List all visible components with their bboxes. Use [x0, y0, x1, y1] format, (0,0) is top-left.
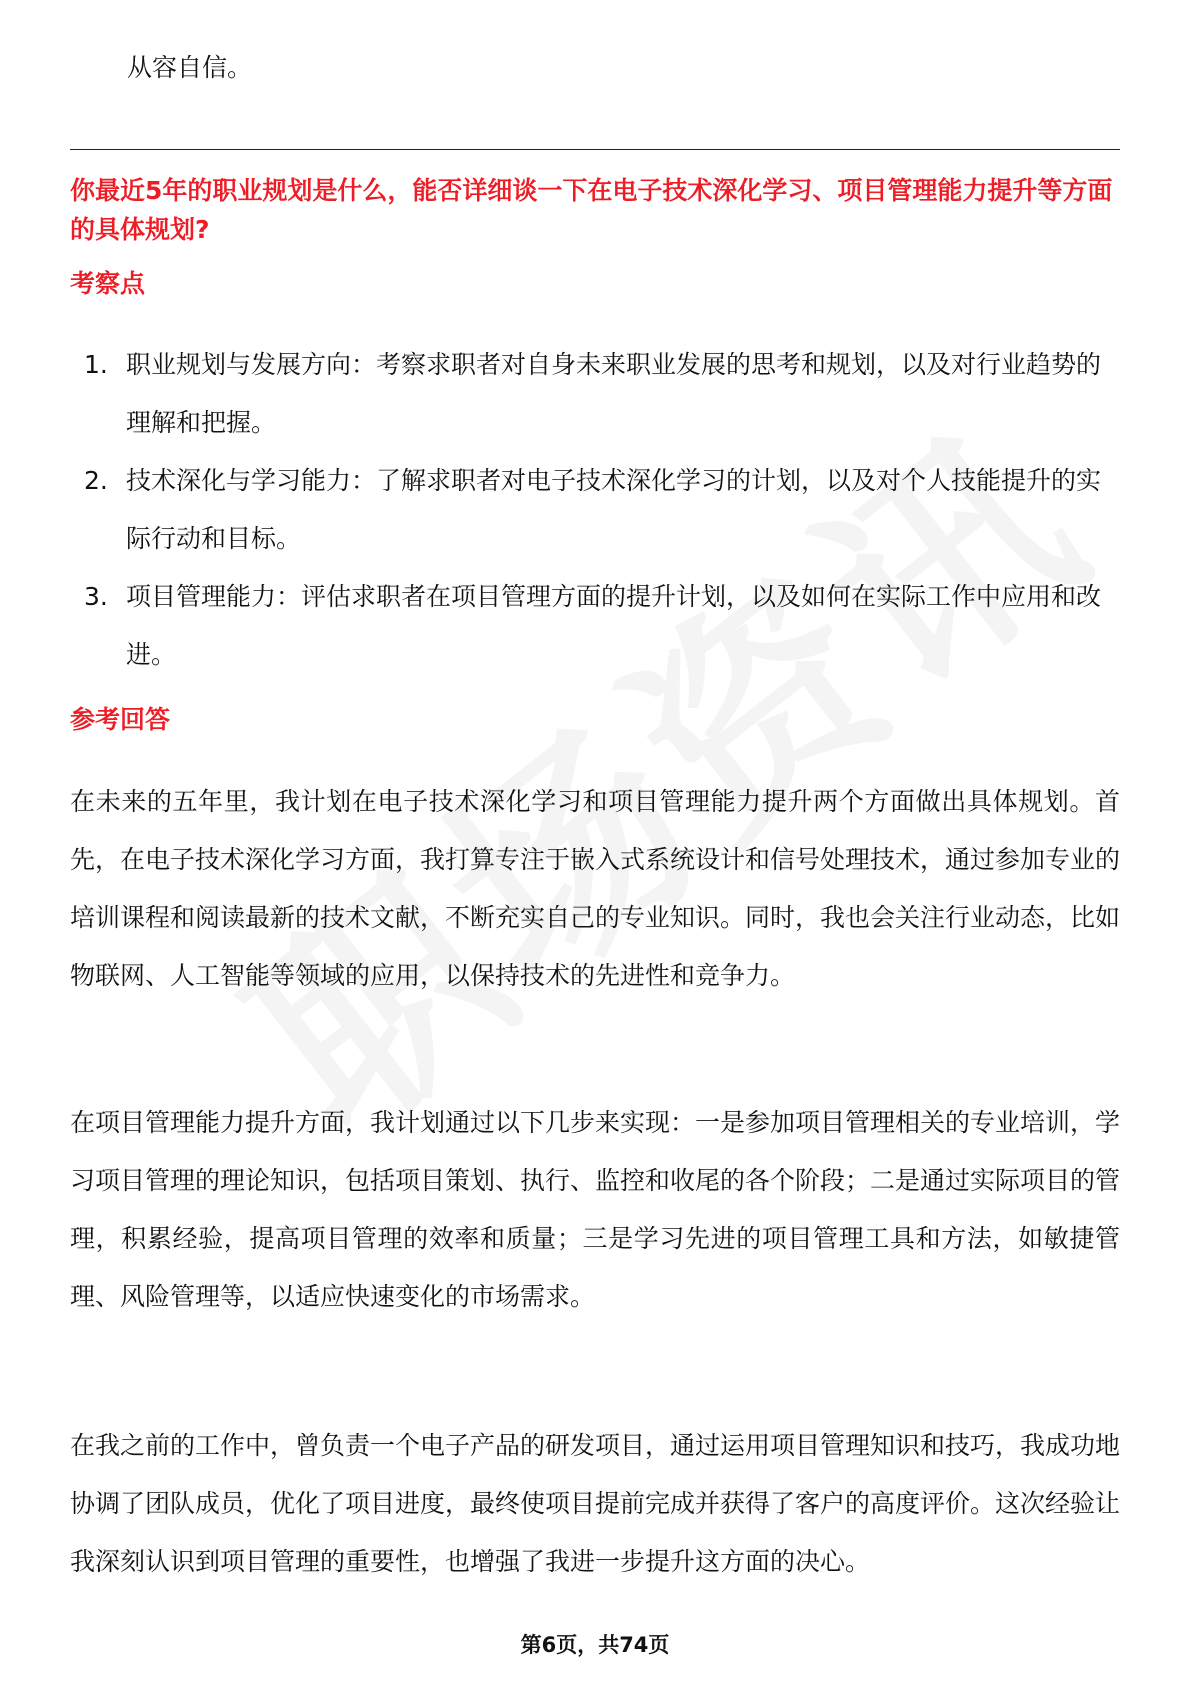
- list-number: 1.: [84, 350, 108, 379]
- examination-point-item: [70, 452, 1120, 568]
- examination-point-text: 技术深化与学习能力：了解求职者对电子技术深化学习的计划，以及对个人技能提升的实际行动和目标。: [126, 466, 1102, 553]
- answer-paragraph: 在未来的五年里，我计划在电子技术深化学习和项目管理能力提升两个方面做出具体规划。首先，在电子技术深化学习方面，我打算专注于嵌入式系统设计和信号处理技术，通过参加专业的培训课程和阅读最新的技术文献，不断充实自己的专业知识。同时，我也会关注行业动态，比如物联网、人工智能等领域的应用，以保持技术的先进性和竞争力。: [70, 787, 1121, 990]
- examination-point-item: [70, 336, 1120, 452]
- examination-point-item: [70, 568, 1120, 684]
- answer-paragraph: 在我之前的工作中，曾负责一个电子产品的研发项目，通过运用项目管理知识和技巧，我成功地协调了团队成员，优化了项目进度，最终使项目提前完成并获得了客户的高度评价。这次经验让我深刻认识到项目管理的重要性，也增强了我进一步提升这方面的决心。: [70, 1431, 1121, 1576]
- examination-point-text: 项目管理能力：评估求职者在项目管理方面的提升计划，以及如何在实际工作中应用和改进。: [126, 582, 1102, 669]
- interview-question: 你最近5年的职业规划是什么，能否详细谈一下在电子技术深化学习、项目管理能力提升等方面的具体规划?: [70, 176, 1113, 244]
- section-divider: [70, 149, 1120, 150]
- list-number: 3.: [84, 582, 108, 611]
- examination-points-list: [70, 336, 1120, 684]
- examination-point-text: 职业规划与发展方向：考察求职者对自身未来职业发展的思考和规划，以及对行业趋势的理解和把握。: [126, 350, 1102, 437]
- page-number-footer: 第6页，共74页: [520, 1633, 670, 1657]
- carry-over-text: 从容自信。: [127, 53, 253, 82]
- reference-answer-heading: 参考回答: [70, 705, 171, 734]
- answer-paragraph: 在项目管理能力提升方面，我计划通过以下几步来实现：一是参加项目管理相关的专业培训，学习项目管理的理论知识，包括项目策划、执行、监控和收尾的各个阶段；二是通过实际项目的管理，积累经验，提高项目管理的效率和质量；三是学习先进的项目管理工具和方法，如敏捷管理、风险管理等，以适应快速变化的市场需求。: [70, 1108, 1121, 1311]
- examination-points-heading: 考察点: [70, 269, 146, 298]
- list-number: 2.: [84, 466, 108, 495]
